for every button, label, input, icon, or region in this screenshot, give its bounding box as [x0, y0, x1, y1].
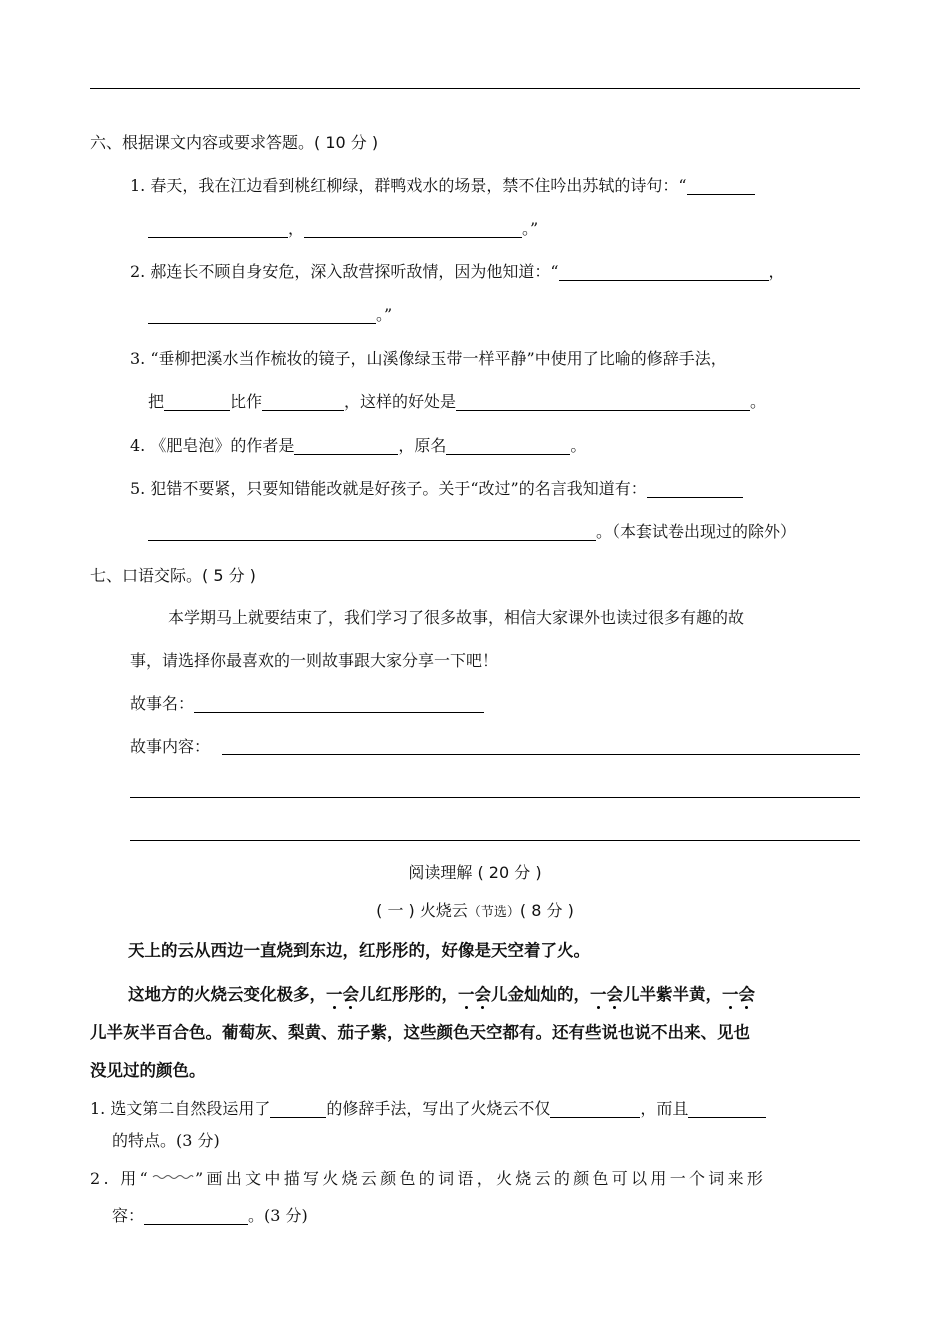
question-6-1-cont: [148, 218, 538, 240]
q6-5-text: 5. 犯错不要紧，只要知错能改就是好孩子。关于“改过”的名言我知道有：: [130, 479, 647, 498]
q6-4-end: 。: [570, 436, 587, 455]
rq1-text-b: 的修辞手法，写出了火烧云不仅: [326, 1099, 551, 1118]
q6-1-end: 。”: [522, 219, 539, 238]
rq1-blank-2[interactable]: [550, 1099, 640, 1118]
q6-3-blank-2[interactable]: [262, 392, 344, 411]
reading-title: 阅读理解 ( 20 分 ): [408, 863, 542, 882]
dotted-char: 会: [342, 985, 359, 1004]
question-6-5: [130, 478, 743, 500]
story-name-label: 故事名：: [130, 694, 195, 713]
passage-para-2-line-2: 儿半灰半百合色。葡萄灰、梨黄、茄子紫，这些颜色天空都有。还有些说也说不出来、见也: [90, 1023, 750, 1042]
q6-5-blank-2[interactable]: [148, 522, 596, 541]
rq2-text-d: 。(3 分): [248, 1206, 308, 1225]
question-6-3: 3. “垂柳把溪水当作梳妆的镜子，山溪像绿玉带一样平静”中使用了比喻的修辞手法，: [130, 349, 727, 368]
q6-1-blank-3[interactable]: [304, 219, 522, 238]
story-content-line-3[interactable]: [130, 840, 860, 841]
dotted-char: 会: [738, 985, 755, 1004]
story-name-row: [130, 693, 484, 715]
rq2-text-a: 2. 用“: [90, 1169, 152, 1188]
dotted-char: 会: [474, 985, 491, 1004]
q6-2-blank-2[interactable]: [148, 305, 376, 324]
wavy-underline-icon: [151, 1171, 195, 1181]
q6-3-bizuo: 比作: [230, 392, 263, 411]
q6-4-text: 4. 《肥皂泡》的作者是: [130, 436, 295, 455]
q6-1-blank-1[interactable]: [687, 176, 755, 195]
reading-question-2: [90, 1168, 766, 1190]
rq1-text-a: 1. 选文第二自然段运用了: [90, 1099, 271, 1118]
rq2-text-b: ”画出文中描写火烧云颜色的词语，火烧云的颜色可以用一个词来形: [195, 1169, 767, 1188]
rq1-blank-1[interactable]: [270, 1099, 326, 1118]
rq2-text-c: 容：: [112, 1206, 145, 1225]
passage-para-2-line-3: 没见过的颜色。: [90, 1061, 206, 1080]
question-6-1: [130, 175, 755, 197]
section-7-heading: 七、口语交际。( 5 分 ): [90, 566, 256, 585]
question-6-2-cont: [148, 304, 392, 326]
rq2-blank[interactable]: [144, 1206, 248, 1225]
oral-intro-line-1: 本学期马上就要结束了，我们学习了很多故事，相信大家课外也读过很多有趣的故: [168, 608, 745, 627]
passage-seg-d: 儿半紫半黄，: [623, 985, 722, 1004]
q6-4-blank-2[interactable]: [446, 436, 570, 455]
reading-question-1-cont: 的特点。(3 分): [112, 1131, 220, 1150]
passage-para-2: [128, 984, 755, 1006]
q6-1-text: 1. 春天，我在江边看到桃红柳绿，群鸭戏水的场景，禁不住吟出苏轼的诗句：“: [130, 176, 687, 195]
reading-question-2-cont: [112, 1205, 308, 1227]
reading-question-1: [90, 1098, 766, 1120]
rq1-text-c: ，而且: [640, 1099, 689, 1118]
q6-3-blank-3[interactable]: [456, 392, 750, 411]
reading-subtitle-main: ( 一 ) 火烧云: [376, 901, 468, 920]
passage-para-1: 天上的云从西边一直烧到东边，红彤彤的，好像是天空着了火。: [128, 941, 590, 960]
q6-3-end: 。: [750, 392, 767, 411]
q6-4-blank-1[interactable]: [294, 436, 398, 455]
q6-5-blank-1[interactable]: [647, 479, 743, 498]
reading-subtitle-note: （节选）: [467, 905, 520, 920]
q6-2-comma: ，: [768, 262, 785, 281]
reading-subtitle-points: ( 8 分 ): [519, 901, 574, 920]
q6-1-blank-2[interactable]: [148, 219, 288, 238]
q6-3-mid: ，这样的好处是: [344, 392, 457, 411]
dotted-char: 会: [606, 985, 623, 1004]
q6-2-end: 。”: [376, 305, 393, 324]
question-6-3-cont: [148, 391, 766, 413]
story-name-blank[interactable]: [194, 694, 484, 713]
story-content-line-1[interactable]: [222, 754, 860, 755]
q6-2-blank-1[interactable]: [559, 262, 769, 281]
passage-seg-b: 儿红彤彤的，: [359, 985, 458, 1004]
question-6-5-cont: [148, 521, 796, 543]
story-content-label: 故事内容：: [130, 737, 211, 756]
q6-2-text: 2. 郝连长不顾自身安危，深入敌营探听敌情，因为他知道：“: [130, 262, 559, 281]
passage-seg-a: 这地方的火烧云变化极多，: [128, 985, 326, 1004]
story-content-line-2[interactable]: [130, 797, 860, 798]
q6-4-mid: ，原名: [398, 436, 447, 455]
reading-subtitle: [0, 900, 950, 924]
dotted-char: 一: [458, 985, 475, 1004]
q6-5-end: 。（本套试卷出现过的除外）: [596, 522, 797, 541]
q6-3-ba: 把: [148, 392, 165, 411]
rq1-blank-3[interactable]: [688, 1099, 766, 1118]
dotted-char: 一: [590, 985, 607, 1004]
q6-3-blank-1[interactable]: [164, 392, 230, 411]
dotted-char: 一: [326, 985, 343, 1004]
q6-1-comma: ，: [288, 219, 305, 238]
question-6-2: [130, 261, 785, 283]
section-6-heading: 六、根据课文内容或要求答题。( 10 分 ): [90, 133, 379, 152]
header-rule: [90, 88, 860, 89]
question-6-4: [130, 435, 586, 457]
passage-seg-c: 儿金灿灿的，: [491, 985, 590, 1004]
dotted-char: 一: [722, 985, 739, 1004]
oral-intro-line-2: 事，请选择你最喜欢的一则故事跟大家分享一下吧！: [130, 651, 499, 670]
